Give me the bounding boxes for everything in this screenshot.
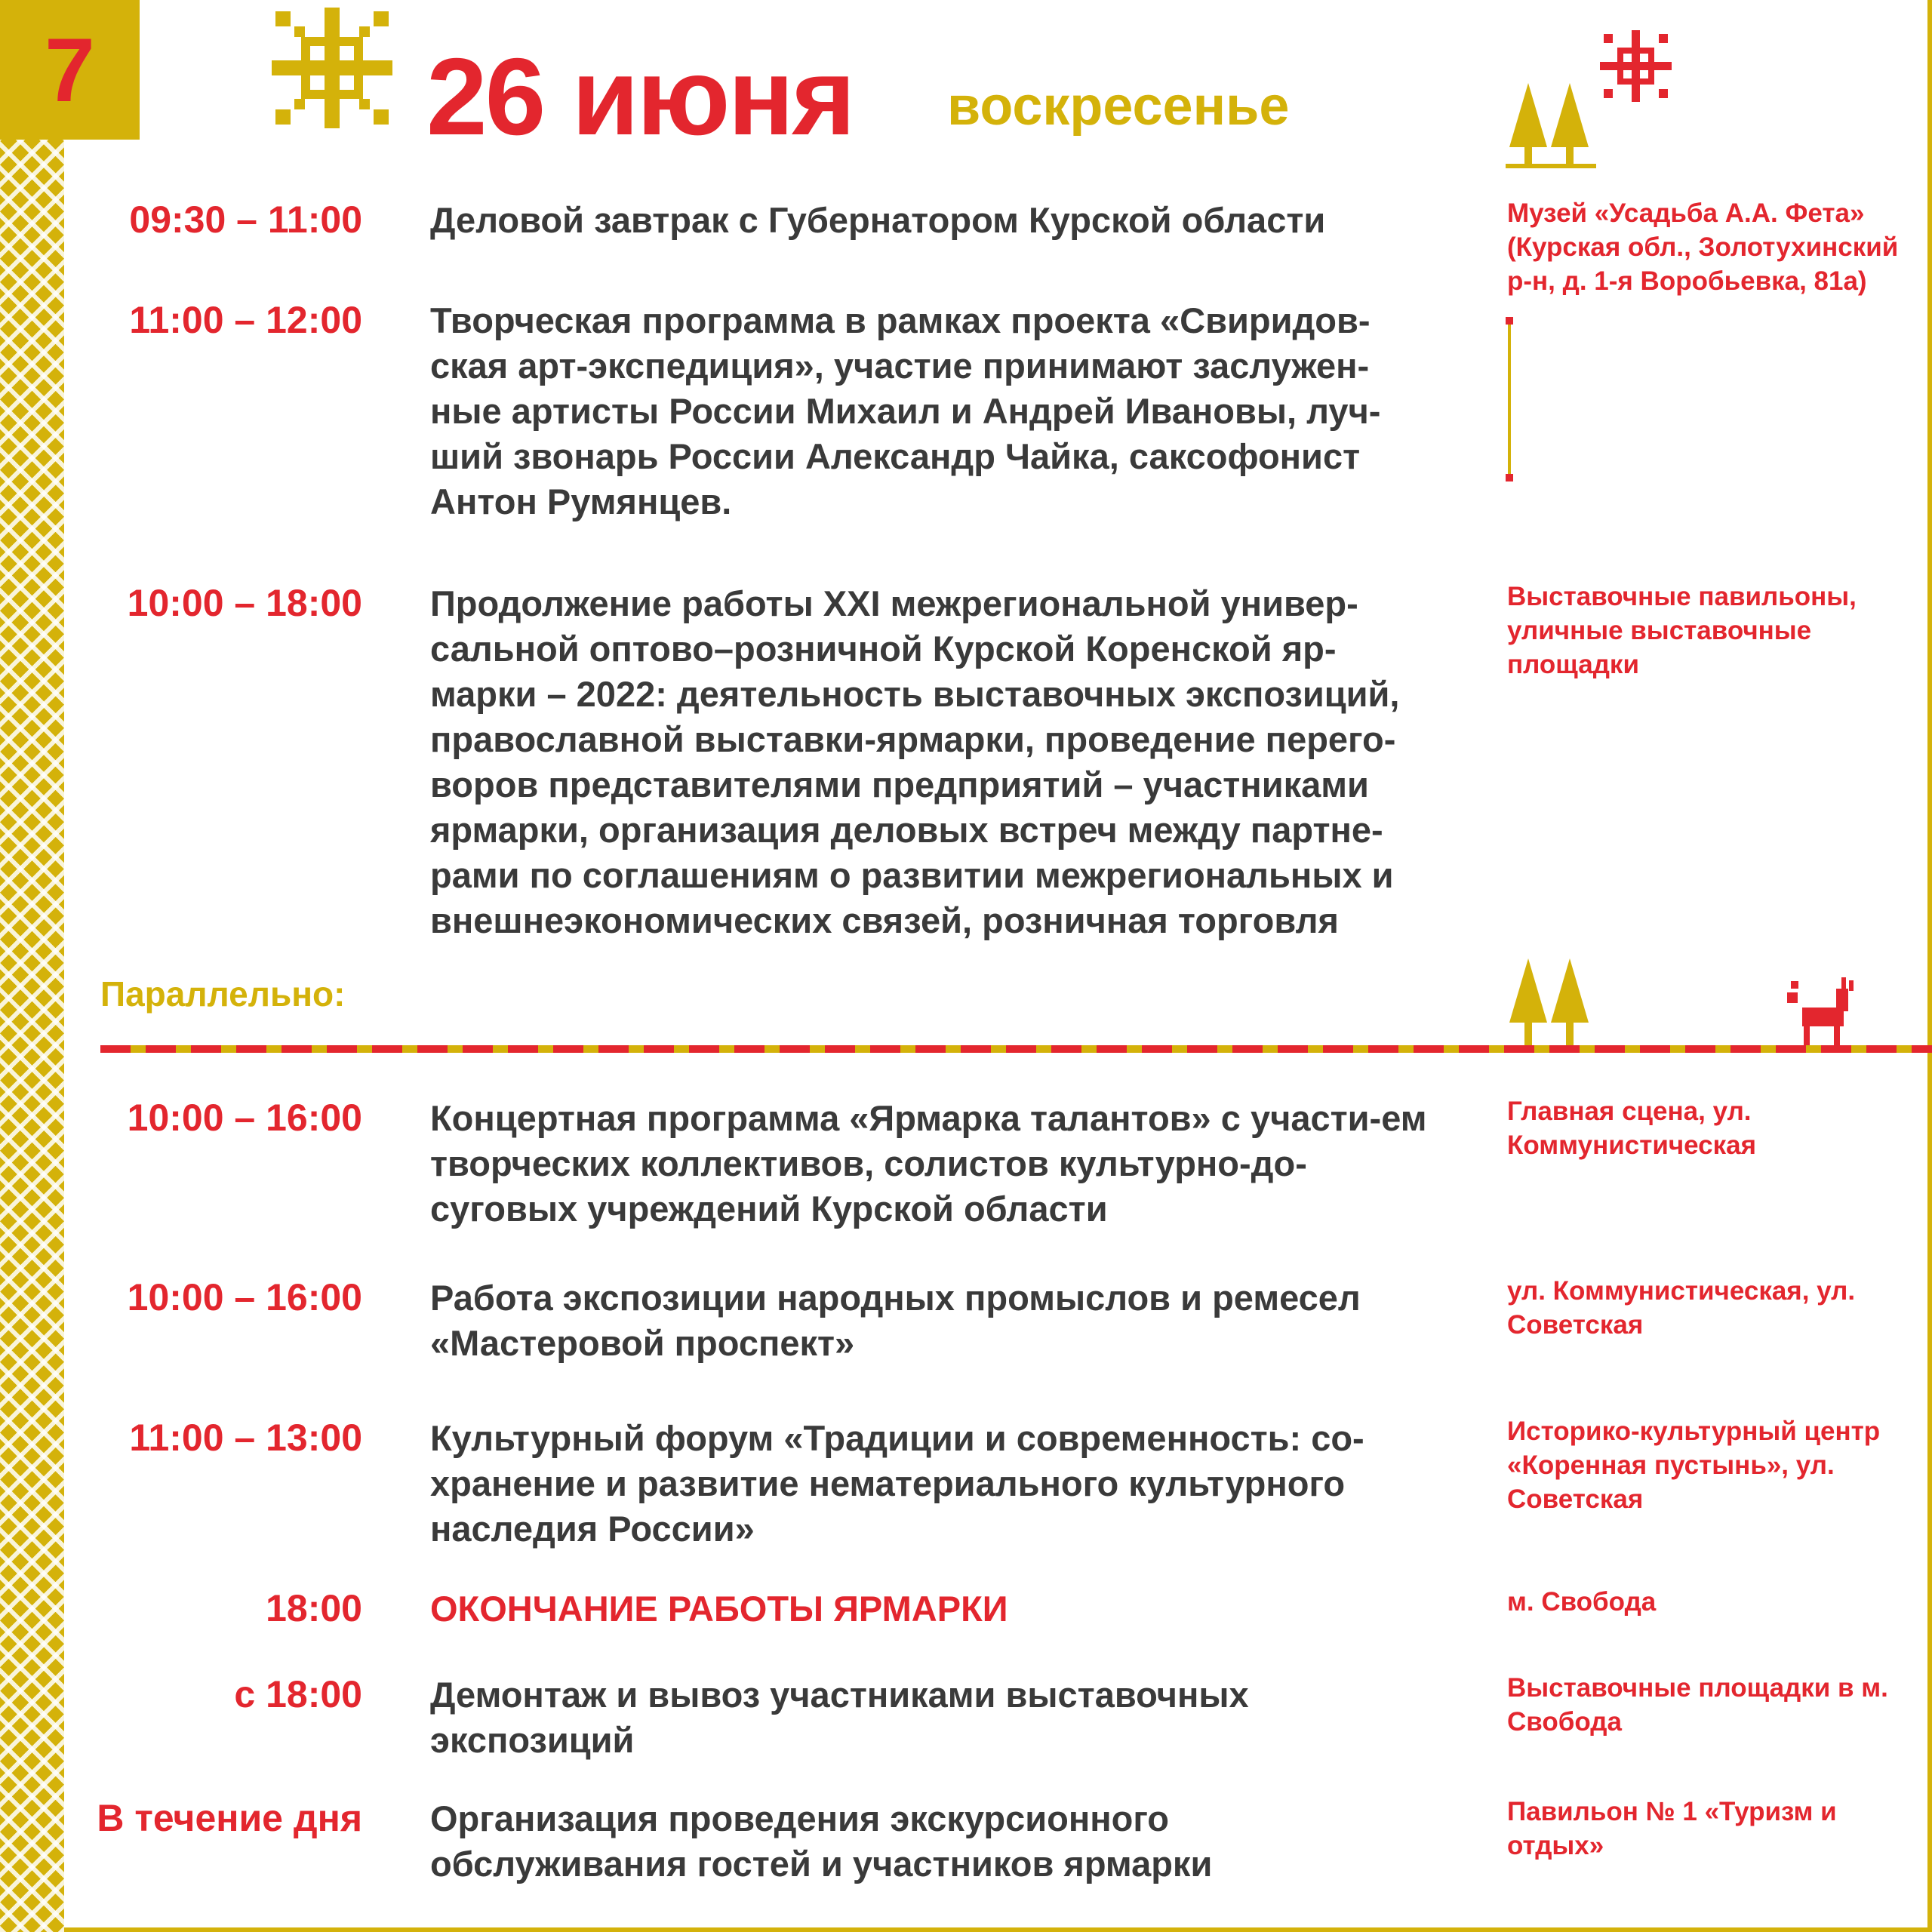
event-place: Выставочные павильоны, уличные выставочные площадки xyxy=(1507,582,1857,679)
event-time: 11:00 – 12:00 xyxy=(129,299,362,341)
snowflake-ornament-icon xyxy=(264,4,400,132)
event-time: В течение дня xyxy=(97,1797,362,1839)
header-date: 26 июня xyxy=(426,35,854,158)
event-description-highlight: ОКОНЧАНИЕ РАБОТЫ ЯРМАРКИ xyxy=(430,1589,1008,1629)
page-number: 7 xyxy=(0,0,140,140)
event-place: Историко-культурный центр «Коренная пустынь», ул. Советская xyxy=(1507,1417,1881,1514)
section-divider xyxy=(100,1045,1932,1053)
event-time: 10:00 – 18:00 xyxy=(127,582,362,624)
event-description: Культурный форум «Традиции и современность: со-хранение и развитие нематериального культурного наследия России» xyxy=(430,1418,1364,1549)
event-place: ул. Коммунистическая, ул. Советская xyxy=(1507,1276,1856,1340)
event-time: 18:00 xyxy=(266,1587,362,1629)
event-time: 10:00 – 16:00 xyxy=(127,1097,362,1139)
event-place: Павильон № 1 «Туризм и отдых» xyxy=(1507,1797,1837,1860)
event-description: Демонтаж и вывоз участниками выставочных экспозиций xyxy=(430,1675,1249,1760)
event-time: с 18:00 xyxy=(234,1673,362,1715)
event-time: 09:30 – 11:00 xyxy=(129,198,362,241)
event-description: Деловой завтрак с Губернатором Курской области xyxy=(430,200,1326,240)
trees-ornament-icon xyxy=(1506,955,1596,1049)
connector-dot-top xyxy=(1506,317,1513,325)
location-connector-line xyxy=(1508,321,1511,479)
event-time: 11:00 – 13:00 xyxy=(129,1417,362,1459)
event-description: Концертная программа «Ярмарка талантов» с участи-ем творческих коллективов, солистов культурно-до-суговых учреждений Курской области xyxy=(430,1098,1427,1229)
event-place: Главная сцена, ул. Коммунистическая xyxy=(1507,1097,1757,1160)
event-description: Работа экспозиции народных промыслов и ремесел «Мастеровой проспект» xyxy=(430,1278,1361,1363)
event-description: Организация проведения экскурсионного обслуживания гостей и участников ярмарки xyxy=(430,1798,1213,1884)
event-place: Музей «Усадьба А.А. Фета» (Курская обл., Золотухинский р-н, д. 1-я Воробьевка, 81а) xyxy=(1507,198,1899,296)
header-weekday: воскресенье xyxy=(947,76,1290,137)
deer-ornament-icon xyxy=(1787,977,1859,1047)
connector-dot-bottom xyxy=(1506,474,1513,481)
event-place: м. Свобода xyxy=(1507,1587,1657,1617)
event-time: 10:00 – 16:00 xyxy=(127,1276,362,1318)
trees-ornament-icon xyxy=(1506,79,1596,170)
parallel-label: Параллельно: xyxy=(100,974,346,1014)
event-description: Продолжение работы XXI межрегиональной универ-сальной оптово–розничной Курской Коренской яр-марки – 2022: деятельность выставочных экспозиций, православной выставки-ярмарки, проведение перего-воров представителями предприятий – участниками ярмарки, организация деловых встреч между партне-рами по соглашениям о развитии межрегиональных и внешнеэкономических связей, розничная торговля xyxy=(430,583,1400,940)
red-snowflake-icon xyxy=(1600,30,1672,102)
event-place: Выставочные площадки в м. Свобода xyxy=(1507,1673,1888,1737)
event-description: Творческая программа в рамках проекта «Свиридов-ская арт-экспедиция», участие принимают заслужен-ные артисты России Михаил и Андрей Ивановы, луч-ший звонарь России Александр Чайка, саксофонист Антон Румянцев. xyxy=(430,300,1381,521)
ornament-left-strip xyxy=(0,140,64,1932)
